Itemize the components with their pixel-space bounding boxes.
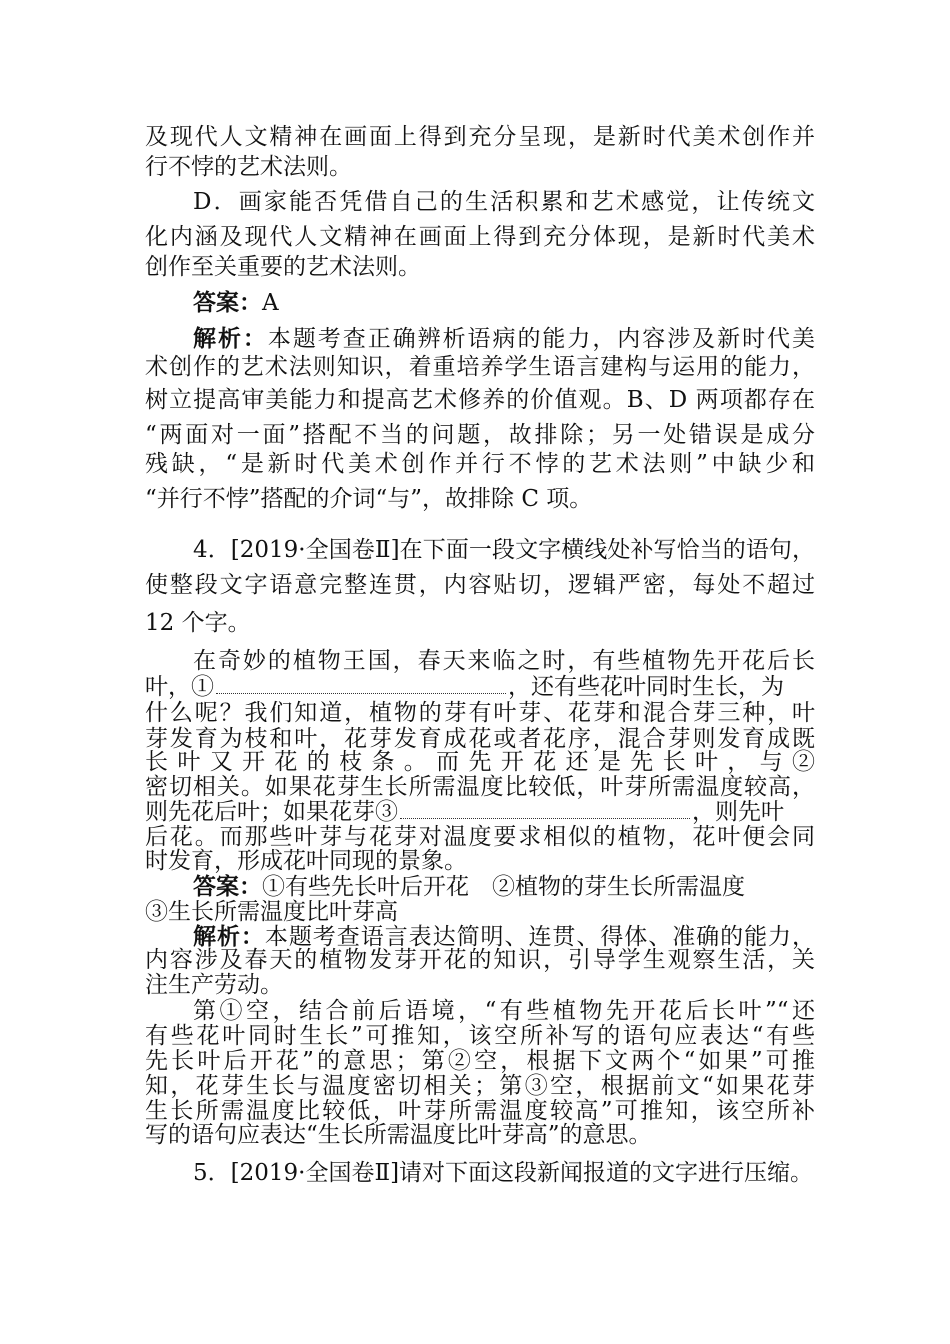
analysis-label: 解析： bbox=[193, 325, 268, 352]
passage-line: 叶，① ，还有些花叶同时生长，为 bbox=[145, 674, 784, 700]
text-line: 第①空，结合前后语境，“有些植物先开花后长叶”“还 bbox=[193, 998, 815, 1024]
analysis-label: 解析： bbox=[193, 923, 265, 950]
answer-line bbox=[193, 288, 815, 318]
text-line: 生长所需温度比较低，叶芽所需温度较高”可推知，该空所补 bbox=[145, 1098, 815, 1124]
answer-label: 答案： bbox=[193, 289, 262, 316]
text-line: 残缺，“是新时代美术创作并行不悖的艺术法则”中缺少和 bbox=[145, 451, 815, 477]
text-line: “并行不悖”搭配的介词“与”，故排除 C 项。 bbox=[145, 486, 593, 512]
text-line: 内容涉及春天的植物发芽开花的知识，引导学生观察生活，关 bbox=[145, 947, 815, 973]
passage-line: 在奇妙的植物王国，春天来临之时，有些植物先开花后长 bbox=[193, 648, 815, 674]
text-line: 写的语句应表达“生长所需温度比叶芽高”的意思。 bbox=[145, 1122, 652, 1148]
passage-line: 则先花后叶；如果花芽③ ，则先叶 bbox=[145, 799, 784, 825]
analysis-line bbox=[193, 324, 815, 354]
text-line: 术创作的艺术法则知识，着重培养学生语言建构与运用的能力， bbox=[145, 354, 815, 380]
blank-3 bbox=[400, 798, 690, 819]
answer-value: ①有些先长叶后开花 ②植物的芽生长所需温度 bbox=[262, 874, 745, 900]
blank-1 bbox=[216, 673, 506, 694]
passage-line: 什么呢？我们知道，植物的芽有叶芽、花芽和混合芽三种，叶 bbox=[145, 700, 815, 726]
text-line: 注生产劳动。 bbox=[145, 972, 283, 998]
text-line: 及现代人文精神在画面上得到充分呈现，是新时代美术创作并 bbox=[145, 124, 815, 150]
passage-line: 后花。而那些叶芽与花芽对温度要求相似的植物，花叶便会同 bbox=[145, 824, 815, 850]
analysis-text: 本题考查正确辨析语病的能力，内容涉及新时代美 bbox=[267, 326, 815, 352]
text-line: 创作至关重要的艺术法则。 bbox=[145, 254, 421, 280]
question-5: 5．[2019·全国卷Ⅱ]请对下面这段新闻报道的文字进行压缩。 bbox=[193, 1160, 814, 1186]
passage-line: 时发育，形成花叶同现的景象。 bbox=[145, 848, 467, 874]
option-d: D．画家能否凭借自己的生活积累和艺术感觉，让传统文 bbox=[193, 189, 815, 215]
text-line: 化内涵及现代人文精神在画面上得到充分体现，是新时代美术 bbox=[145, 224, 815, 250]
analysis-text: 本题考查语言表达简明、连贯、得体、准确的能力， bbox=[264, 924, 816, 950]
text-line: “两面对一面”搭配不当的问题，故排除；另一处错误是成分 bbox=[145, 422, 815, 448]
passage-line: 长 叶 又 开 花 的 枝 条 。 而 先 开 花 还 是 先 长 叶 ， 与 ② bbox=[145, 749, 815, 775]
text-line: 12 个字。 bbox=[145, 610, 251, 636]
text-line: 行不悖的艺术法则。 bbox=[145, 154, 352, 180]
text-line: 先长叶后开花”的意思；第②空，根据下文两个“如果”可推 bbox=[145, 1048, 815, 1074]
answer-value: A bbox=[262, 290, 279, 316]
text-line: ③生长所需温度比叶芽高 bbox=[145, 899, 398, 925]
text-line: 知，花芽生长与温度密切相关；第③空，根据前文“如果花芽 bbox=[145, 1073, 815, 1099]
question-4: 4．[2019·全国卷Ⅱ]在下面一段文字横线处补写恰当的语句， bbox=[193, 537, 815, 563]
text-line: 有些花叶同时生长”可推知，该空所补写的语句应表达“有些 bbox=[145, 1023, 815, 1049]
answer-label: 答案： bbox=[193, 873, 262, 900]
passage-line: 芽发育为枝和叶，花芽发育成花或者花序，混合芽则发育成既 bbox=[145, 726, 815, 752]
passage-line: 密切相关。如果花芽生长所需温度比较低，叶芽所需温度较高， bbox=[145, 774, 815, 800]
text-line: 使整段文字语意完整连贯，内容贴切，逻辑严密，每处不超过 bbox=[145, 572, 815, 598]
text-line: 树立提高审美能力和提高艺术修养的价值观。B、D 两项都存在 bbox=[145, 387, 815, 413]
